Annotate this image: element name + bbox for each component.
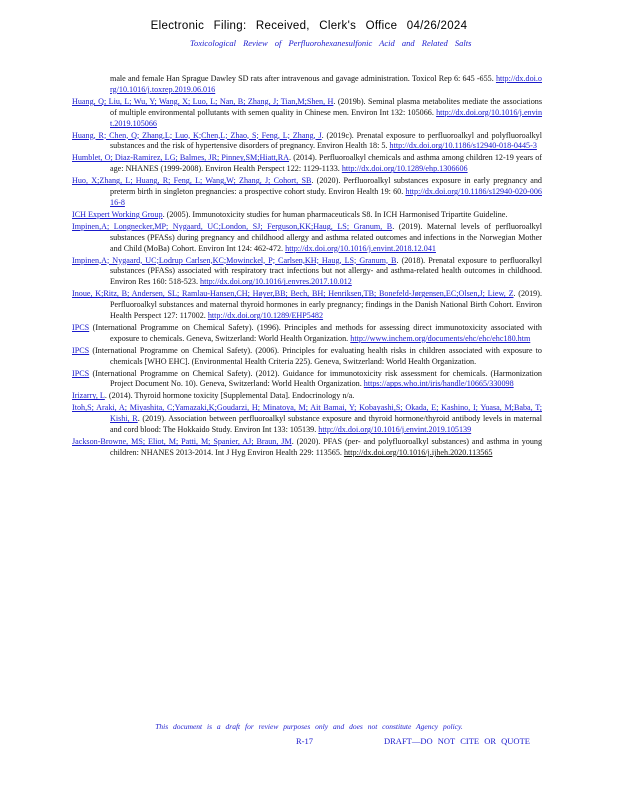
reference-text: (International Programme on Chemical Safety). (2012). Guidance for immunotoxicity risk assessment for chemicals. (Harmonization Project Document No. 10). Geneva, Switzerland: World Health Organization.	[89, 368, 542, 389]
reference-authors[interactable]: Huo, X;Zhang, L; Huang, R; Feng, L; Wang,W; Zhang, J; Cohort, SB	[72, 176, 312, 186]
reference-authors[interactable]: Huang, R; Chen, Q; Zhang,L; Luo, K;Chen,L; Zhao, S; Feng, L; Zhang, J	[72, 130, 322, 140]
draft-disclaimer: This document is a draft for review purposes only and does not constitute Agency policy.	[155, 722, 463, 731]
doi-link[interactable]: https://apps.who.int/iris/handle/10665/330098	[363, 379, 514, 389]
reference-entry	[72, 153, 542, 175]
doi-link[interactable]: http://www.inchem.org/documents/ehc/ehc/ehc180.htm	[350, 333, 531, 343]
reference-entry	[72, 131, 542, 153]
reference-text: . (2018). Prenatal exposure to perfluoralkyl substances (PFASs) associated with respiratory tract infections but not allergy- and asthma-related health outcomes in childhood. Environ Res 160: 518-523.	[110, 255, 542, 287]
reference-authors[interactable]: Impinen,A; Nygaard, UC;Lodrup Carlsen,KC;Mowinckel, P; Carlsen,KH; Haug, LS; Granum, B	[72, 255, 397, 265]
reference-text: . (2020). Perfluoroalkyl substances exposure in early pregnancy and preterm birth in singleton pregnancies: a prospective cohort study. Environ Health 19: 60.	[110, 176, 542, 197]
reference-list	[72, 74, 542, 460]
draft-notice: DRAFT—DO NOT CITE OR QUOTE	[384, 736, 530, 746]
reference-authors[interactable]: Inoue, K;Ritz, B; Andersen, SL; Ramlau-Hansen,CH; Høyer,BB; Bech, BH; Henriksen,TB; Bonefeld-Jørgensen,EC;Olsen,J; Liew, Z	[72, 289, 514, 299]
reference-authors[interactable]: Impinen,A; Longnecker,MP; Nygaard, UC;London, SJ; Ferguson,KK;Haug, LS; Granum, B	[72, 221, 393, 231]
reference-entry	[72, 437, 542, 459]
reference-authors[interactable]: Huang, Q; Liu, L; Wu, Y; Wang, X; Luo, L; Nan, B; Zhang, J; Tian,M;Shen, H	[72, 96, 334, 106]
reference-entries	[72, 97, 542, 459]
reference-authors[interactable]: Humblet, O; Diaz-Ramirez, LG; Balmes, JR; Pinney,SM;Hiatt,RA	[72, 153, 290, 163]
reference-entry	[72, 176, 542, 209]
reference-authors[interactable]: IPCS	[72, 368, 90, 378]
reference-text: male and female Han Sprague Dawley SD rats after intravenous and gavage administration. Toxicol Rep 6: 645 -655.	[110, 74, 494, 83]
reference-text: (International Programme on Chemical Safety). (2006). Principles for evaluating health risks in children associated with exposure to chemicals [WHO EHC]. (Environmental Health Criteria 225). Geneva, Switzerland: World Health Organization.	[89, 345, 542, 366]
reference-entry	[72, 369, 542, 391]
reference-text: . (2019). Maternal levels of perfluoroalkyl substances (PFASs) during pregnancy and childhood allergy and asthma related outcomes and infections in the Norwegian Mother and Child (MoBa) Cohort. Environ Int 124: 462-472.	[110, 221, 542, 253]
reference-authors[interactable]: IPCS	[72, 345, 90, 355]
reference-text: (International Programme on Chemical Safety). (1996). Principles and methods for assessing direct immunotoxicity associated with exposure to chemicals. Geneva, Switzerland: World Health Organization.	[89, 322, 542, 343]
reference-entry	[72, 210, 542, 221]
reference-entry	[72, 346, 542, 368]
doi-link[interactable]: http://dx.doi.org/10.1186/s12940-020-00616-8	[110, 187, 542, 207]
doi-link[interactable]: http://dx.doi.org/10.1016/j.envint.2019.105139	[318, 425, 472, 435]
doi-link[interactable]: http://dx.doi.org/10.1016/j.envint.2019.105066	[110, 107, 543, 128]
filing-stamp: Electronic Filing: Received, Clerk's Office 04/26/2024	[150, 20, 468, 32]
reference-text: . (2019). Association between perfluoroalkyl substance exposure and thyroid hormone/thyroid antibody levels in maternal and cord blood: The Hokkaido Study. Environ Int 133: 105139.	[110, 414, 542, 435]
reference-authors[interactable]: Jackson-Browne, MS; Eliot, M; Patti, M; Spanier, AJ; Braun, JM	[72, 437, 292, 446]
page-number: R-17	[296, 736, 313, 746]
reference-authors[interactable]: IPCS	[72, 322, 90, 332]
reference-entry	[72, 403, 542, 436]
reference-continuation	[72, 74, 542, 96]
doi-link[interactable]: http://dx.doi.org/10.1016/j.toxrep.2019.06.016	[110, 74, 542, 94]
reference-text: . (2020). PFAS (per- and polyfluoroalkyl substances) and asthma in young children: NHANES 2013-2014. Int J Hyg Environ Health 229: 113565.	[110, 437, 543, 457]
reference-authors[interactable]: ICH Expert Working Group	[72, 209, 163, 219]
reference-text: . (2019c). Prenatal exposure to perfluoroalkyl and polyfluoroalkyl substances and the risk of hypertensive disorders of pregnancy. Environ Health 18: 5.	[110, 130, 542, 151]
reference-entry	[72, 222, 542, 255]
reference-text: . (2019b). Seminal plasma metabolites mediate the associations of multiple environmental pollutants with semen quality in Chinese men. Environ Int 132: 105066.	[110, 96, 543, 117]
doi-link[interactable]: http://dx.doi.org/10.1016/j.envres.2017.10.012	[200, 277, 352, 287]
reference-entry	[72, 256, 542, 289]
reference-authors[interactable]: Itoh,S; Araki, A; Miyashita, C;Yamazaki,K;Goudarzi, H; Minatoya, M; Ait Bamai, Y; Kobayashi,S; Okada, E; Kashino, I; Yuasa, M;Baba, T; Kishi, R	[72, 403, 542, 424]
reference-authors[interactable]: Irizarry, L	[72, 391, 105, 401]
reference-entry	[72, 391, 542, 402]
reference-entry	[72, 289, 542, 322]
reference-text: . (2014). Perfluoroalkyl chemicals and asthma among children 12-19 years of age: NHANES (1999-2008). Environ Health Perspect 122: 1129-1133.	[110, 153, 542, 174]
reference-entry	[72, 323, 542, 345]
reference-text: . (2019). Perfluoroalkyl substances and maternal thyroid hormones in early pregnancy; findings in the Danish National Birth Cohort. Environ Health Perspect 127: 117002.	[110, 289, 542, 321]
doi-link[interactable]: http://dx.doi.org/10.1016/j.envint.2018.12.041	[285, 243, 436, 253]
doi-link[interactable]: http://dx.doi.org/10.1186/s12940-018-0445-3	[389, 141, 537, 151]
doi-link[interactable]: http://dx.doi.org/10.1289/ehp.1306606	[341, 164, 468, 174]
doi-link[interactable]: http://dx.doi.org/10.1016/j.ijheh.2020.113565	[343, 447, 493, 457]
reference-text: . (2014). Thyroid hormone toxicity [Supplemental Data]. Endocrinology n/a.	[104, 391, 355, 401]
running-head: Toxicological Review of Perfluorohexanesulfonic Acid and Related Salts	[190, 38, 472, 48]
reference-entry	[72, 97, 542, 130]
doi-link[interactable]: http://dx.doi.org/10.1289/EHP5482	[207, 311, 324, 321]
reference-text: . (2005). Immunotoxicity studies for human pharmaceuticals S8. In ICH Harmonised Tripartite Guideline.	[162, 209, 508, 219]
